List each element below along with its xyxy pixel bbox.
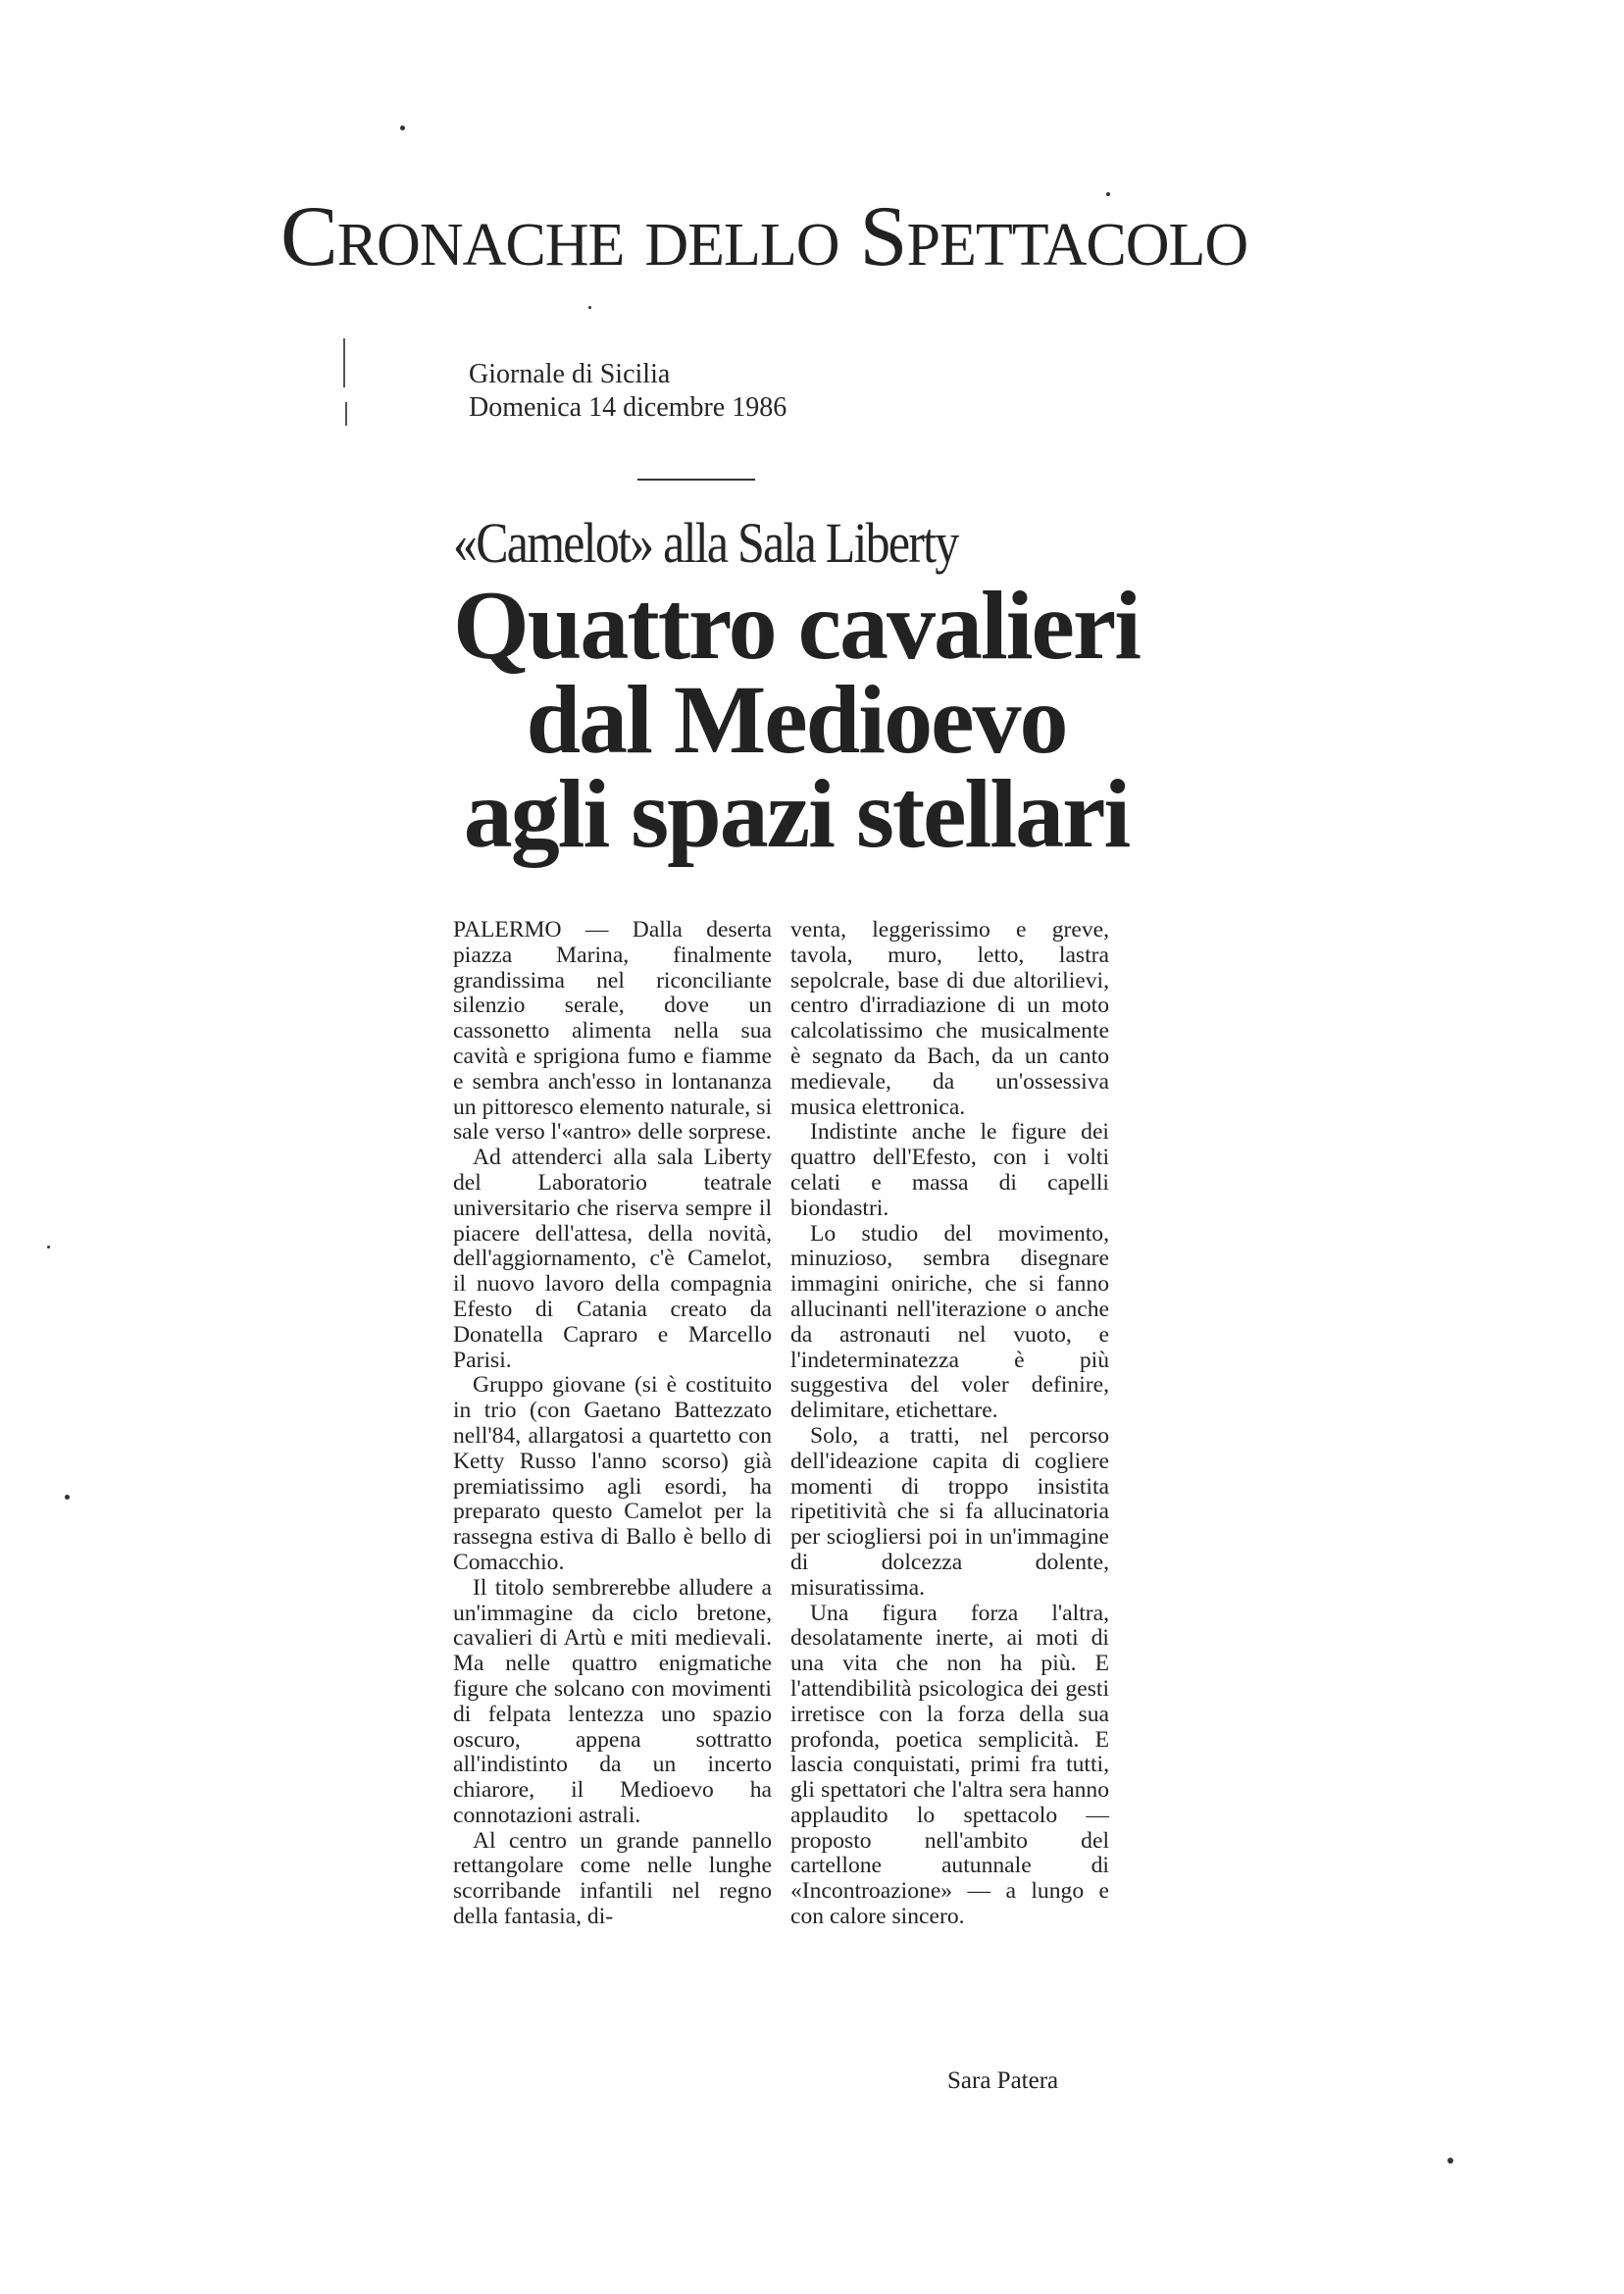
scan-edge-mark bbox=[345, 402, 347, 426]
scan-speck bbox=[400, 126, 405, 130]
article-column-right bbox=[790, 918, 1109, 1930]
title-rule bbox=[637, 479, 755, 481]
article-paragraph: Al centro un grande pannello rettangolare come nelle lunghe scorribande infantili nel regno della fantasia, di- bbox=[453, 1827, 772, 1930]
byline: Sara Patera bbox=[947, 2067, 1059, 2094]
article-paragraph: Solo, a tratti, nel percorso dell'ideazione capita di cogliere momenti di troppo insistita ripetitività che si fa allucinatoria per sciogliersi poi in un'immagine di dolcezza dolente, misuratissima. bbox=[790, 1422, 1109, 1601]
article-paragraph: PALERMO — Dalla deserta piazza Marina, finalmente grandissima nel riconciliante silenzio serale, dove un cassonetto alimenta nella sua cavità e sprigiona fumo e fiamme e sembra anch'esso in lontananza un pittoresco elemento naturale, si sale verso l'«antro» delle sorprese. bbox=[453, 917, 772, 1146]
article-paragraph: Lo studio del movimento, minuzioso, sembra disegnare immagini oniriche, che si fanno allucinanti nell'iterazione o anche da astronauti nel vuoto, e l'indeterminatezza è più suggestiva del voler definire, delimitare, etichettare. bbox=[790, 1220, 1109, 1424]
article-paragraph: Il titolo sembrerebbe alludere a un'immagine da ciclo bretone, cavalieri di Artù e miti medievali. Ma nelle quattro enigmatiche figure che solcano con movimenti di felpata lentezza uno spazio oscuro, appena sottratto all'indistinto da un incerto chiarore, il Medioevo ha connotazioni astrali. bbox=[453, 1574, 772, 1828]
headline-line-2: dal Medioevo bbox=[526, 665, 1067, 774]
scan-speck bbox=[1447, 2158, 1453, 2164]
article-paragraph: Ad attenderci alla sala Liberty del Laboratorio teatrale universitario che riserva sempre il piacere dell'attesa, della novità, dell'aggiornamento, c'è Camelot, il nuovo lavoro della compagnia Efesto di Catania creato da Donatella Capraro e Marcello Parisi. bbox=[453, 1145, 772, 1373]
scan-speck bbox=[47, 1246, 50, 1249]
article-paragraph: Una figura forza l'altra, desolatamente inerte, ai moti di una vita che non ha più. E l'attendibilità psicologica dei gesti irretisce con la forza della sua profonda, poetica semplicità. E lascia conquistati, primi fra tutti, gli spettatori che l'altra sera hanno applaudito lo spettacolo — proposto nell'ambito del cartellone autunnale di «Incontroazione» — a lungo e con calore sincero. bbox=[790, 1600, 1109, 1930]
headline-line-3: agli spazi stellari bbox=[463, 759, 1130, 868]
article-paragraph: venta, leggerissimo e greve, tavola, muro, letto, lastra sepolcrale, base di due altorilievi, centro d'irradiazione di un moto calcolatissimo che musicalmente è segnato da Bach, da un canto medievale, da un'ossessiva musica elettronica. bbox=[790, 917, 1109, 1120]
source-block bbox=[469, 358, 787, 425]
headline bbox=[453, 571, 1141, 868]
scan-edge-mark bbox=[343, 338, 345, 387]
publication-date: Domenica 14 dicembre 1986 bbox=[469, 392, 787, 423]
newspaper-name: Giornale di Sicilia bbox=[469, 359, 671, 389]
article-paragraph: Indistinte anche le figure dei quattro dell'Efesto, con i volti celati e massa di capelli biondastri. bbox=[790, 1119, 1109, 1221]
article-paragraph: Gruppo giovane (si è costituito in trio (con Gaetano Battezzato nell'84, allargatosi a quartetto con Ketty Russo l'anno scorso) già premiatissimo agli esordi, ha preparato questo Camelot per la rassegna estiva di Ballo è bello di Comacchio. bbox=[453, 1372, 772, 1575]
section-header: Cronache dello Spettacolo bbox=[280, 189, 1248, 284]
article-column-left bbox=[453, 918, 772, 1930]
scan-speck bbox=[588, 306, 591, 309]
scan-speck bbox=[65, 1495, 70, 1500]
headline-line-1: Quattro cavalieri bbox=[453, 571, 1141, 680]
kicker: «Camelot» alla Sala Liberty bbox=[453, 511, 958, 575]
